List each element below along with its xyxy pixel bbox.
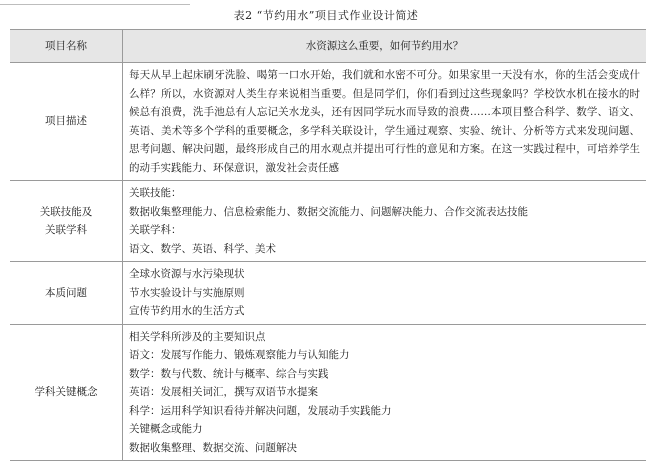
project-name-value: 水资源这么重要，如何节约用水？ (123, 30, 647, 63)
skills-line: 语文、数学、英语、科学、美术 (129, 242, 276, 255)
skills-line: 关联技能： (129, 187, 182, 199)
skills-cell (123, 181, 647, 262)
concepts-line: 数据收集整理、数据交流、问题解决 (129, 441, 297, 454)
concepts-cell (123, 324, 647, 461)
concepts-line: 关键概念或能力 (129, 423, 203, 435)
description-cell (123, 63, 647, 181)
table-header-row (10, 30, 646, 63)
skills-line: 数据收集整理能力、信息检索能力、数据交流能力、问题解决能力、合作交流表达技能 (129, 205, 528, 218)
description-text: 每天从早上起床刷牙洗脸、喝第一口水开始，我们就和水密不可分。如果家里一天没有水，你的生活会变成什么样？所以，水资源对人类生存来说相当重要。但是同学们，你们看到过这些现象吗？学校饮水机在接水的时候总有浪费，洗手池总有人忘记关水龙头，还有因同学玩水而导致的浪费……本项目整合科学、数学、语文、英语、美术等多个学科的重要概念，多学科关联设计，学生通过观察、实验、统计、分析等方式来发现问题、思考问题、解决问题，最终形成自己的用水观点并提出可行性的意见和方案。在这一实践过程中，可培养学生的动手实践能力、环保意识，激发社会责任感 (129, 69, 640, 174)
essential-cell (123, 262, 647, 325)
skills-label-line-2: 关联学科 (45, 224, 87, 236)
essential-line: 全球水资源与水污染现状 (129, 268, 245, 280)
project-name-label: 项目名称 (10, 30, 123, 63)
concepts-row (10, 324, 646, 461)
concepts-line: 英语：发展相关词汇，撰写双语节水提案 (129, 386, 318, 398)
essential-line: 宣传节约用水的生活方式 (129, 305, 245, 317)
description-label: 项目描述 (10, 63, 123, 181)
concepts-line: 科学：运用科学知识看待并解决问题，发展动手实践能力 (129, 404, 392, 417)
concepts-label: 学科关键概念 (10, 324, 123, 461)
skills-line: 关联学科： (129, 224, 182, 236)
project-design-table (10, 29, 646, 461)
concepts-line: 语文：发展写作能力、锻炼观察能力与认知能力 (129, 349, 350, 361)
concepts-line: 相关学科所涉及的主要知识点 (129, 330, 266, 343)
description-row (10, 63, 646, 181)
essential-label: 本质问题 (10, 262, 123, 325)
essential-line: 节水实验设计与实施原则 (129, 286, 245, 299)
skills-label-line-1: 关联技能及 (39, 205, 93, 218)
page-top-rule (0, 0, 190, 5)
table-caption: 表2 “节约用水”项目式作业设计简述 (233, 9, 419, 22)
concepts-line: 数学：数与代数、统计与概率、综合与实践 (129, 367, 329, 380)
skills-label (10, 181, 123, 262)
essential-row (10, 262, 646, 325)
skills-row (10, 181, 646, 262)
